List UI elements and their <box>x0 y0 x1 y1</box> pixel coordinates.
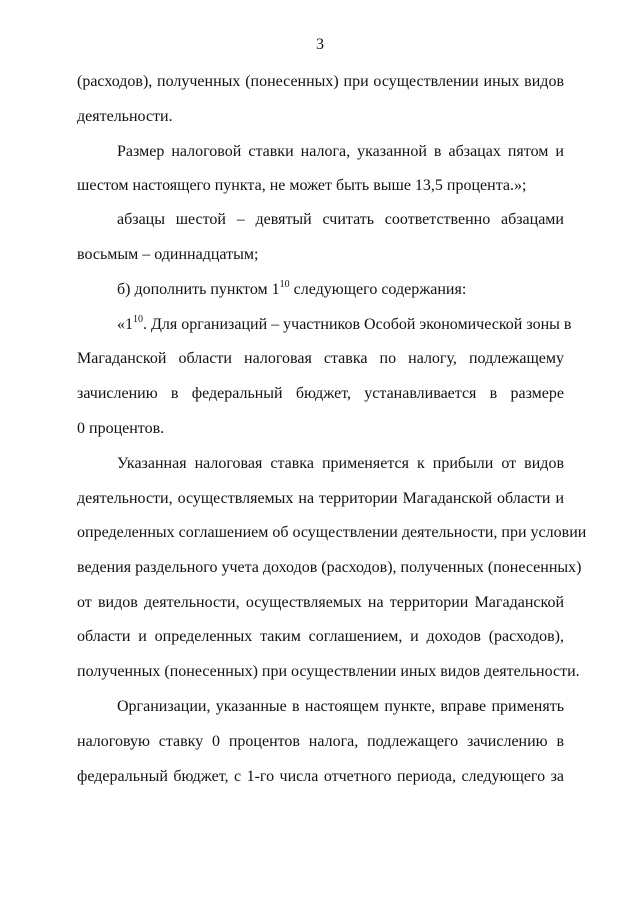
text-line: зачислению в федеральный бюджет, устанавливается в размере <box>77 385 564 402</box>
text-fragment: следующего содержания: <box>289 281 467 298</box>
page-number: 3 <box>316 36 324 53</box>
text-line: Магаданской области налоговая ставка по налогу, подлежащему <box>77 350 564 367</box>
text-line: от видов деятельности, осуществляемых на территории Магаданской <box>77 594 564 611</box>
text-line: Размер налоговой ставки налога, указанной в абзацах пятом и <box>117 143 564 160</box>
text-fragment: . Для организаций – участников Особой экономической зоны в <box>143 316 572 333</box>
superscript: 10 <box>279 279 290 290</box>
text-line: области и определенных таким соглашением, и доходов (расходов), <box>77 628 564 645</box>
text-line: определенных соглашением об осуществлении деятельности, при условии <box>77 524 587 541</box>
text-line: абзацы шестой – девятый считать соответственно абзацами <box>117 211 564 228</box>
text-line: полученных (понесенных) при осуществлении иных видов деятельности. <box>77 663 580 680</box>
text-line: восьмым – одиннадцатым; <box>77 246 259 263</box>
text-line: (расходов), полученных (понесенных) при осуществлении иных видов <box>77 73 564 90</box>
superscript: 10 <box>133 314 143 325</box>
text-line: ведения раздельного учета доходов (расходов), полученных (понесенных) <box>77 559 582 576</box>
text-line: 0 процентов. <box>77 420 165 437</box>
text-line <box>117 314 572 335</box>
text-line: деятельности, осуществляемых на территории Магаданской области и <box>77 490 564 507</box>
text-line <box>117 280 564 300</box>
text-fragment: б) дополнить пунктом 1 <box>117 281 280 298</box>
text-line: деятельности. <box>77 108 173 125</box>
text-line: федеральный бюджет, с 1-го числа отчетного периода, следующего за <box>77 768 564 785</box>
text-line: Организации, указанные в настоящем пункте, вправе применять <box>117 698 564 715</box>
text-fragment: «1 <box>117 316 133 333</box>
text-line: шестом настоящего пункта, не может быть выше 13,5 процента.»; <box>77 177 527 194</box>
text-line: Указанная налоговая ставка применяется к прибыли от видов <box>117 455 564 472</box>
text-line: налоговую ставку 0 процентов налога, подлежащего зачислению в <box>77 733 564 750</box>
